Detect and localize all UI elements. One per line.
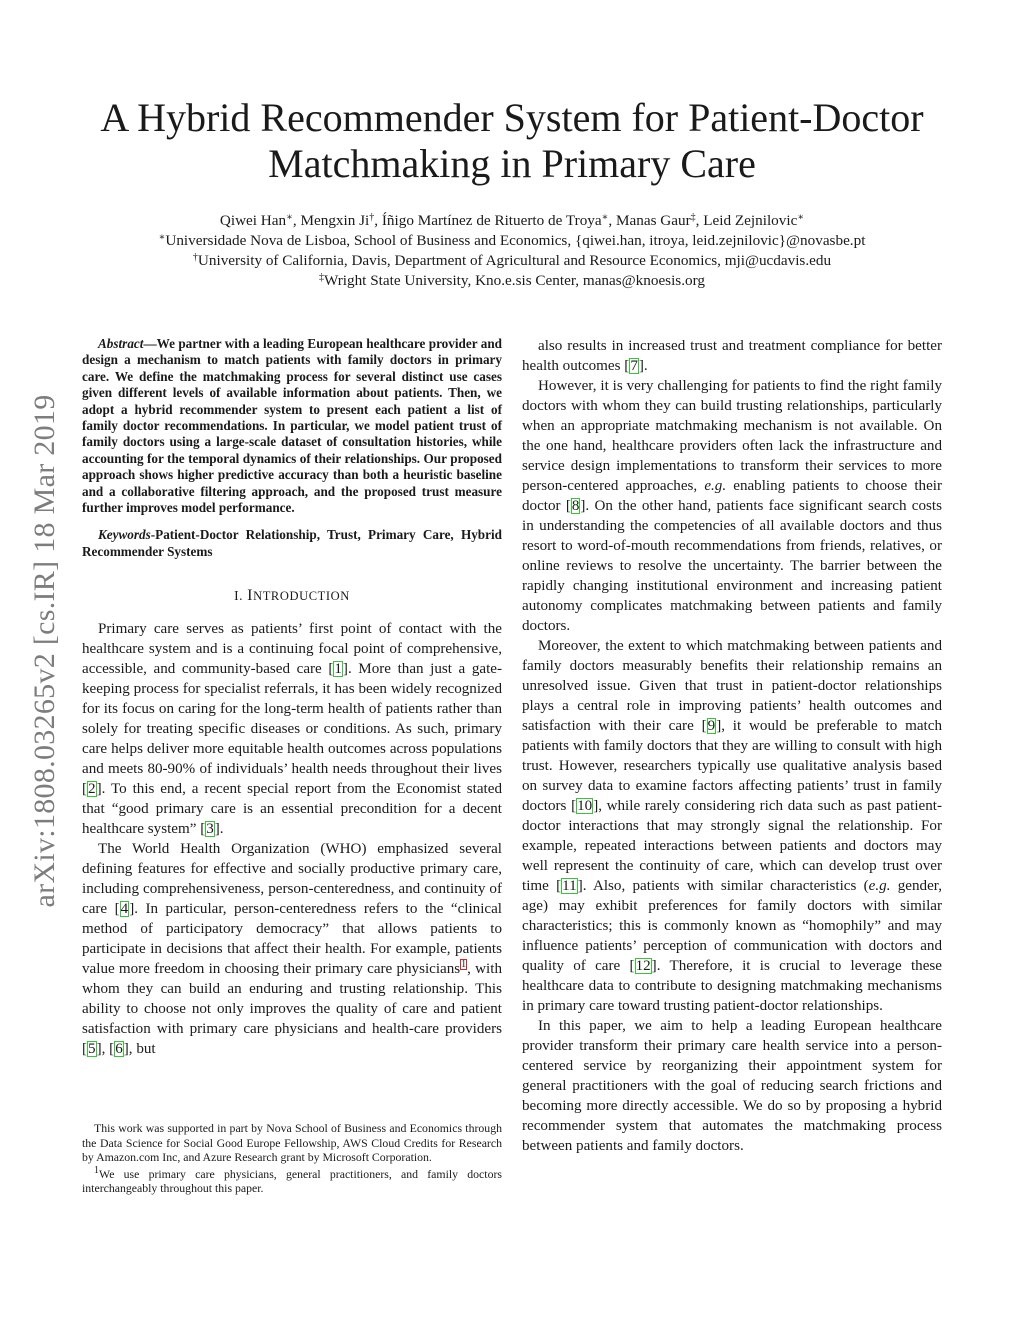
footnote-text: This work was supported in part by Nova School of Business and Economics through the Data Science for Social Good Europe Fellowship, AWS Cloud Credits for Research by Amazon.com Inc, and Azure Research grant by Microsoft Corporation. xyxy=(82,1121,502,1164)
citation-number[interactable]: 4 xyxy=(120,901,129,918)
keywords-text: -Patient-Doctor Relationship, Trust, Primary Care, Hybrid Recommender Systems xyxy=(82,527,502,559)
body-paragraph xyxy=(82,619,502,839)
citation-number[interactable]: 10 xyxy=(577,798,593,814)
author-name: Leid Zejnilovic xyxy=(703,212,798,229)
affiliation-mark: ‡ xyxy=(318,272,324,283)
citation-link[interactable]: [10] xyxy=(571,798,599,814)
italic-run: e.g. xyxy=(868,878,891,894)
keywords-label: Keywords xyxy=(98,527,151,543)
text-run: . More than just a gate-keeping process for specialist referrals, it has been widely recognized for its focus on caring for the long-term health of patients rather than solely for treating specific diseases or conditions. As such, primary care helps deliver more equitable health outcomes across populations and meets 80-90% of individuals’ health needs throughout their lives xyxy=(82,661,502,778)
citation-number[interactable]: 12 xyxy=(635,958,651,974)
right-column xyxy=(522,336,942,1156)
keywords xyxy=(82,527,502,560)
text-run: . Therefore, it is crucial to leverage these healthcare data to contribute to designing matchmaking mechanisms in primary care toward trusting patient-doctor relationships. xyxy=(522,958,942,1014)
footnote-entry xyxy=(82,1164,502,1196)
author-mark: † xyxy=(369,212,375,223)
left-body-text xyxy=(82,619,502,1059)
footnote-entry xyxy=(82,1121,502,1165)
text-run: However, it is very challenging for patients to find the right family doctors with whom they can build trusting relationships, particularly when an appropriate matchmaking mechanism is not available. On the one hand, healthcare providers often lack the infrastructure and service design implementations to transform their services to more person-centered approaches, xyxy=(522,378,942,494)
body-paragraph xyxy=(522,336,942,376)
text-run: Moreover, the extent to which matchmaking between patients and family doctors measurably benefits their relationship remains an unresolved issue. Given that trust in patient-doctor relationships plays a central role in improving patients’ health outcomes and satisfaction with their care xyxy=(522,638,942,734)
citation-number[interactable]: 11 xyxy=(562,878,577,894)
affiliation-list xyxy=(60,231,964,291)
abstract-label: Abstract xyxy=(98,336,144,351)
author-name: Manas Gaur xyxy=(616,212,691,229)
section-heading xyxy=(82,587,502,605)
section-title xyxy=(247,588,350,603)
footnotes xyxy=(82,1121,502,1196)
text-run: . In particular, person-centeredness refers to the “clinical method of participatory democracy” that allows patients to participate in decisions that affect their health. For example, patients value more freedom in choosing their primary care physicians xyxy=(82,901,503,978)
body-paragraph xyxy=(82,839,502,1059)
left-column xyxy=(82,336,502,1059)
citation-link[interactable]: [11] xyxy=(556,878,583,894)
affiliation-text: University of California, Davis, Department of Agricultural and Resource Economics, mji@ucdavis.edu xyxy=(197,252,832,269)
citation-link[interactable]: [8] xyxy=(565,498,586,514)
citation-number[interactable]: 1 xyxy=(334,661,342,678)
paper-title: A Hybrid Recommender System for Patient-Doctor Matchmaking in Primary Care xyxy=(100,95,924,186)
footnote-mark: 1 xyxy=(94,1164,99,1176)
author-name: Qiwei Han xyxy=(219,212,287,229)
body-paragraph xyxy=(522,1016,942,1156)
text-run: , but xyxy=(128,1041,156,1058)
affiliation-line xyxy=(60,251,964,271)
text-run: , with whom they can build an enduring and trusting relationship. This ability to choose not only improves the quality of care and patient satisfaction with primary care physicians and health-care providers xyxy=(82,961,502,1038)
abstract xyxy=(82,336,502,516)
text-run: The World Health Organization (WHO) emphasized several defining features for effective and socially productive primary care, including comprehensiveness, person-centeredness, and continuity of care xyxy=(82,841,502,918)
author-mark: ∗ xyxy=(601,212,609,223)
text-run: also results in increased trust and treatment compliance for better health outcomes xyxy=(522,338,942,374)
citation-link[interactable]: [3] xyxy=(200,821,220,838)
citation-link[interactable]: [4] xyxy=(114,901,135,918)
text-run: , while rarely considering rich data such as past patient-doctor interactions that may strongly signal the relationship. For example, repeated interactions between patients and doctors may well represent the continuity of care, which can develop trust over time xyxy=(522,798,942,894)
citation-number[interactable]: 2 xyxy=(88,781,96,798)
affiliation-text: Universidade Nova de Lisboa, School of Business and Economics, {qiwei.han, itroya, leid.zejnilovic}@novasbe.pt xyxy=(165,232,866,249)
citation-number[interactable]: 9 xyxy=(707,718,716,734)
author-name: Íñigo Martínez de Rituerto de Troya xyxy=(381,212,602,229)
citation-link[interactable]: [5] xyxy=(82,1041,102,1058)
citation-number[interactable]: 8 xyxy=(571,498,580,514)
arxiv-sidebar xyxy=(20,356,70,946)
citation-number[interactable]: 7 xyxy=(630,358,638,374)
text-run: . Also, patients with similar characteristics ( xyxy=(582,878,869,894)
affiliation-line xyxy=(60,231,964,251)
author-mark: ∗ xyxy=(286,212,293,223)
abstract-text: —We partner with a leading European healthcare provider and design a mechanism to match patients with family doctors in primary care. We define the matchmaking process for several distinct use cases given different levels of available information about patients. Then, we adopt a hybrid recommender system to present each patient a list of family doctor recommendations. In particular, we model patient trust of family doctors using a large-scale dataset of consultation histories, while accounting for the temporal dynamics of their relationships. Our proposed approach shows higher predictive accuracy than both a heuristic baseline and a collaborative filtering approach, and the proposed trust measure further improves model performance. xyxy=(82,336,502,516)
text-run: . On the other hand, patients face significant search costs in understanding the competencies of all available doctors and thus resort to word-of-mouth recommendations from friends, relatives, or online reviews to resolve the uncertainty. The barrier between the rapidly changing institutional environment and increasing patient autonomy complicates matchmaking between patients and family doctors. xyxy=(522,498,942,634)
text-run: . xyxy=(643,358,648,374)
arxiv-identifier: arXiv:1808.03265v2 [cs.IR] 18 Mar 2019 xyxy=(28,394,61,908)
citation-number[interactable]: 3 xyxy=(206,821,214,838)
author-mark: ∗ xyxy=(797,212,805,223)
text-run: . xyxy=(219,821,224,838)
author-block xyxy=(60,211,964,291)
section-number: I. xyxy=(234,588,244,604)
section-title-rest: NTRODUCTION xyxy=(253,589,350,604)
author-list: Qiwei Han∗, Mengxin Ji†, Íñigo Martínez de Rituerto de Troya∗, Manas Gaur‡, Leid Zejnilovic∗ xyxy=(219,212,805,229)
text-run: enabling patients to choose their doctor xyxy=(522,478,942,514)
text-run: . To this end, a recent special report from the Economist stated that “good primary care is an essential precondition for a decent healthcare system” xyxy=(82,781,502,838)
citation-link[interactable]: [7] xyxy=(624,358,644,374)
text-run: Primary care serves as patients’ first point of contact with the healthcare system and is a continuing focal point of comprehensive, accessible, and community-based care xyxy=(82,621,502,678)
text-run: , xyxy=(101,1041,110,1058)
italic-run: e.g. xyxy=(704,478,727,494)
citation-link[interactable]: [1] xyxy=(328,661,348,678)
text-run: gender, age) may exhibit preferences for family doctors with similar characteristics; this is commonly known as “homophily” and may influence patients’ perception of communication with doctors and quality of care xyxy=(522,878,942,974)
affiliation-mark: † xyxy=(192,252,198,263)
footnote-text: We use primary care physicians, general practitioners, and family doctors interchangeably throughout this paper. xyxy=(82,1166,502,1195)
affiliation-text: Wright State University, Kno.e.sis Center, manas@knoesis.org xyxy=(323,272,705,289)
right-body-text xyxy=(522,336,942,1156)
citation-link[interactable]: [2] xyxy=(82,781,102,798)
citation-number[interactable]: 6 xyxy=(115,1041,123,1058)
affiliation-mark: ∗ xyxy=(158,232,166,243)
body-paragraph xyxy=(522,636,942,1016)
text-run: In this paper, we aim to help a leading European healthcare provider transform their primary care health service into a person-centered service by reorganizing their appointment system for general practitioners with the goal of reducing search frictions and becoming more directly accessible. We do so by proposing a hybrid recommender system that automates the matchmaking process between patients and family doctors. xyxy=(522,1018,942,1154)
section-title-initial: I xyxy=(247,587,254,605)
citation-number[interactable]: 5 xyxy=(88,1041,96,1058)
citation-link[interactable]: [9] xyxy=(701,718,722,734)
text-run: , it would be preferable to match patients with family doctors that they are willing to consult with high trust. However, researchers typically use qualitative analysis based on survey data to examine factors affecting patients’ trust in family doctors xyxy=(522,718,942,814)
author-mark: ‡ xyxy=(690,212,696,223)
affiliation-line xyxy=(60,271,964,291)
footnote-link[interactable]: 1 xyxy=(461,959,467,971)
citation-link[interactable]: [6] xyxy=(109,1041,129,1058)
citation-link[interactable]: [12] xyxy=(629,958,657,974)
body-paragraph xyxy=(522,376,942,636)
author-name: Mengxin Ji xyxy=(300,212,370,229)
